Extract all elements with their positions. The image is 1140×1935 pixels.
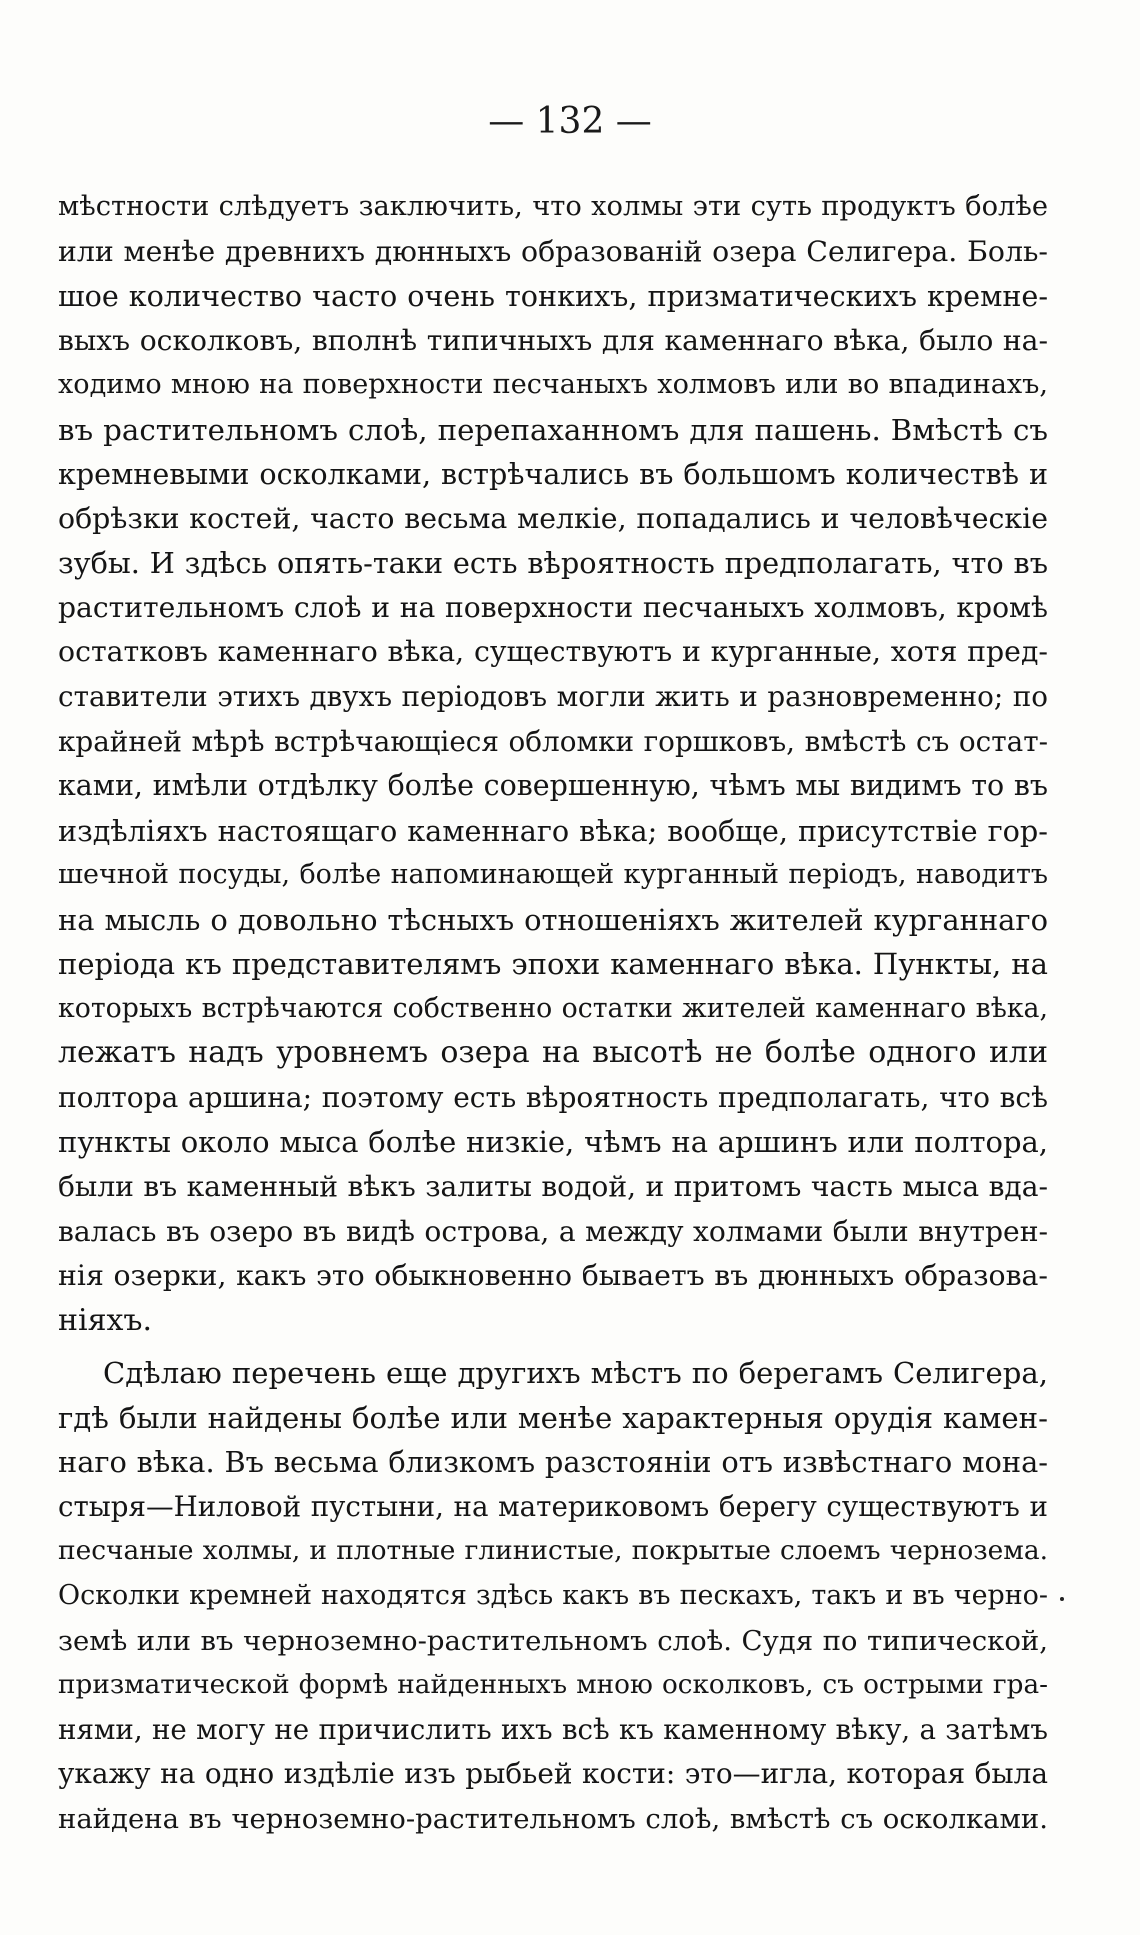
text-line: шое количество часто очень тонкихъ, призматическихъ кремне- (58, 279, 1048, 314)
text-line: стыря—Ниловой пустыни, на материковомъ берегу существуютъ и (58, 1489, 1048, 1523)
text-line: полтора аршина; поэтому есть вѣроятность предполагать, что всѣ (58, 1080, 1048, 1114)
ink-speck (1060, 1597, 1064, 1601)
text-line: наго вѣка. Въ весьма близкомъ разстояніи отъ извѣстнаго мона- (58, 1445, 1048, 1480)
text-line: найдена въ черноземно-растительномъ слоѣ, вмѣстѣ съ осколками. (58, 1802, 1048, 1835)
paragraph-first-line: Сдѣлаю перечень еще другихъ мѣстъ по берегамъ Селигера, (103, 1356, 1048, 1391)
text-line: растительномъ слоѣ и на поверхности песчаныхъ холмовъ, кромѣ (58, 590, 1048, 624)
text-line: ставители этихъ двухъ періодовъ могли жить и разновременно; по (58, 680, 1048, 714)
text-line: мѣстности слѣдуетъ заключить, что холмы эти суть продуктъ болѣе (58, 191, 1048, 222)
text-line: лежатъ надъ уровнемъ озера на высотѣ не болѣе одного или (58, 1035, 1048, 1071)
text-line: въ растительномъ слоѣ, перепаханномъ для пашень. Вмѣстѣ съ (58, 412, 1048, 447)
text-line: ходимо мною на поверхности песчаныхъ холмовъ или во впадинахъ, (58, 369, 1048, 401)
text-line: земѣ или въ черноземно-растительномъ слоѣ. Судя по типической, (58, 1624, 1048, 1657)
text-line: издѣліяхъ настоящаго каменнаго вѣка; вообще, присутствіе гор- (58, 813, 1048, 848)
text-line: гдѣ были найдены болѣе или менѣе характерныя орудія камен- (58, 1400, 1048, 1435)
text-line: были въ каменный вѣкъ залиты водой, и притомъ часть мыса вда- (58, 1170, 1048, 1204)
text-line: выхъ осколковъ, вполнѣ типичныхъ для каменнаго вѣка, было на- (58, 323, 1048, 357)
text-line: песчаные холмы, и плотные глинистые, покрытые слоемъ чернозема. (58, 1535, 1048, 1567)
text-line: зубы. И здѣсь опять-таки есть вѣроятность предполагать, что въ (58, 546, 1048, 581)
text-line: шечной посуды, болѣе напоминающей курганный періодъ, наводитъ (58, 859, 1048, 891)
text-line: крайней мѣрѣ встрѣчающіеся обломки горшковъ, вмѣстѣ съ остат- (58, 724, 1048, 758)
text-line: или менѣе древнихъ дюнныхъ образованій озера Селигера. Боль- (58, 234, 1048, 268)
text-line: валась въ озеро въ видѣ острова, а между холмами были внутрен- (58, 1214, 1048, 1248)
paragraph-gap (58, 1343, 1048, 1351)
text-line: ками, имѣли отдѣлку болѣе совершенную, чѣмъ мы видимъ то въ (58, 769, 1048, 803)
text-line: Осколки кремней находятся здѣсь какъ въ пескахъ, такъ и въ черно- (58, 1579, 1048, 1611)
text-line: укажу на одно издѣліе изъ рыбьей кости: это—игла, которая была (58, 1757, 1048, 1791)
text-line: на мысль о довольно тѣсныхъ отношеніяхъ жителей курганнаго (58, 902, 1048, 937)
text-line: призматической формѣ найденныхъ мною осколковъ, съ острыми гра- (58, 1670, 1048, 1701)
text-line: нями, не могу не причислить ихъ всѣ къ каменному вѣку, а затѣмъ (58, 1712, 1048, 1746)
text-line: пункты около мыса болѣе низкіе, чѣмъ на аршинъ или полтора, (58, 1125, 1048, 1160)
paragraph-end-line: ніяхъ. (58, 1302, 153, 1338)
text-line: обрѣзки костей, часто весьма мелкіе, попадались и человѣческіе (58, 501, 1048, 535)
text-line: періода къ представителямъ эпохи каменнаго вѣка. Пункты, на (58, 947, 1048, 982)
page-number: — 132 — (488, 101, 652, 142)
text-line: остатковъ каменнаго вѣка, существуютъ и курганные, хотя пред- (58, 635, 1048, 669)
text-line: кремневыми осколками, встрѣчались въ большомъ количествѣ и (58, 457, 1048, 492)
body-text (58, 185, 1048, 1841)
text-line: которыхъ встрѣчаются собственно остатки жителей каменнаго вѣка, (58, 992, 1048, 1024)
text-line: нія озерки, какъ это обыкновенно бываетъ въ дюнныхъ образова- (58, 1259, 1048, 1293)
